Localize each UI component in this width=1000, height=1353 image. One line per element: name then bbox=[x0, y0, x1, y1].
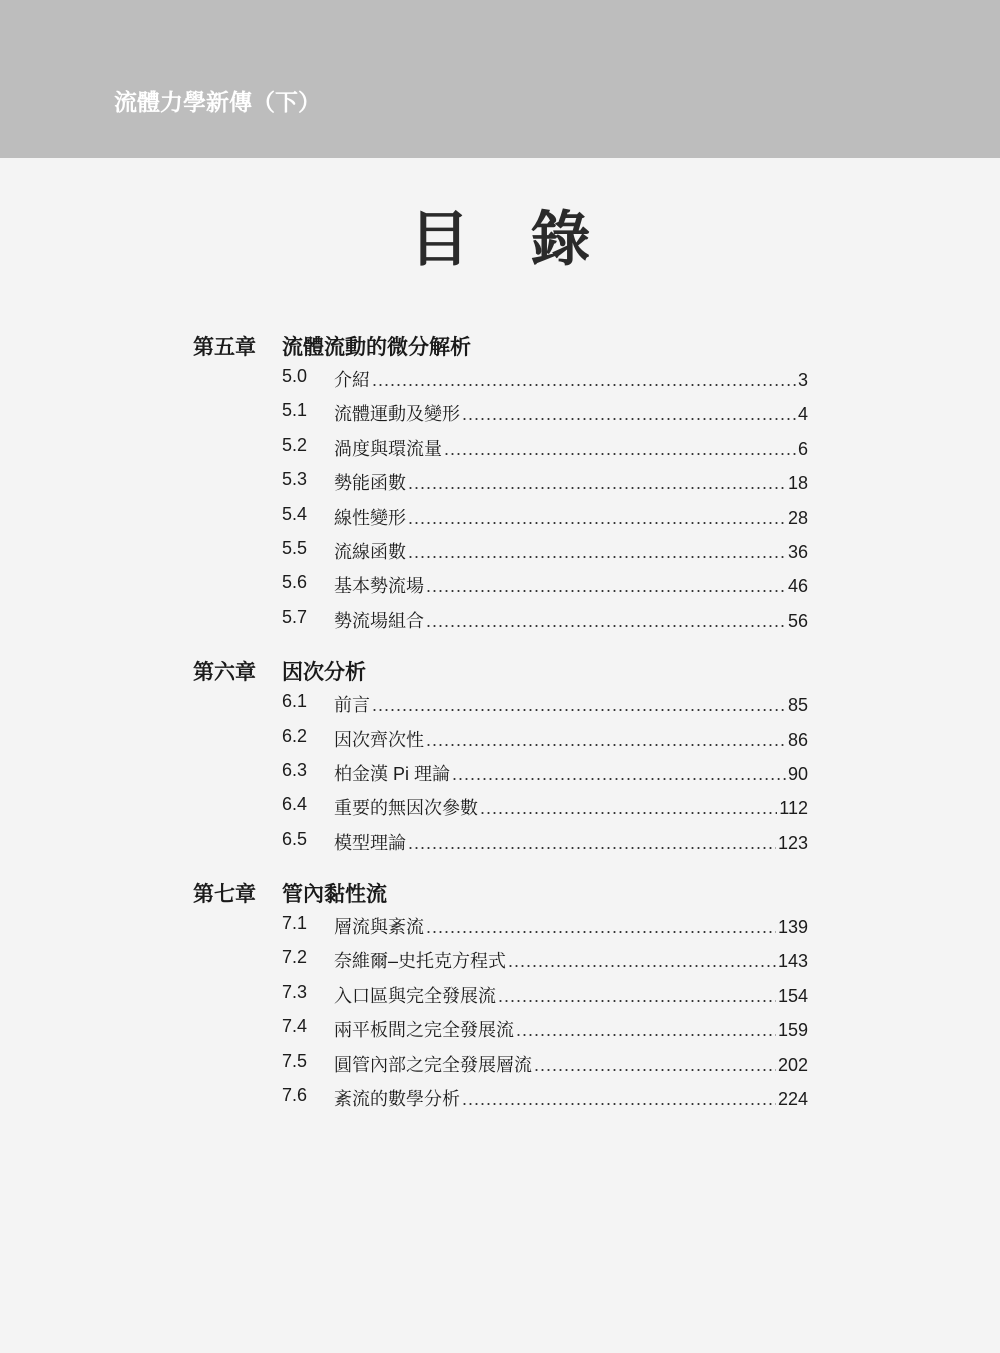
entry-title: 流線函數 bbox=[334, 541, 406, 562]
entry-page: 46 bbox=[787, 576, 808, 597]
toc-entry[interactable] bbox=[0, 393, 1000, 427]
dot-leader bbox=[534, 1055, 776, 1076]
chapter-name: 管內黏性流 bbox=[282, 881, 387, 907]
entry-title: 兩平板間之完全發展流 bbox=[334, 1020, 514, 1041]
entry-number: 5.4 bbox=[282, 503, 308, 524]
dot-leader bbox=[372, 370, 796, 391]
chapter-label: 第七章 bbox=[193, 881, 256, 907]
dot-leader bbox=[426, 611, 786, 632]
entry-number: 5.1 bbox=[282, 400, 308, 421]
dot-leader bbox=[508, 951, 776, 972]
entry-title: 勢流場組合 bbox=[334, 610, 424, 631]
entry-number: 7.3 bbox=[282, 981, 308, 1002]
entry-page: 18 bbox=[787, 473, 808, 494]
chapter-spacer bbox=[0, 634, 1000, 650]
entry-number: 6.5 bbox=[282, 828, 308, 849]
entry-page: 4 bbox=[797, 404, 808, 425]
book-title: 流體力學新傳（下） bbox=[114, 89, 321, 116]
dot-leader bbox=[452, 764, 786, 785]
toc-entry[interactable] bbox=[0, 1044, 1000, 1078]
entry-page: 36 bbox=[787, 541, 808, 562]
entry-title: 模型理論 bbox=[334, 832, 406, 853]
entry-page: 154 bbox=[777, 985, 808, 1006]
entry-number: 5.3 bbox=[282, 469, 308, 490]
entry-title: 流體運動及變形 bbox=[334, 404, 460, 425]
toc-entry[interactable] bbox=[0, 359, 1000, 393]
dot-leader bbox=[462, 404, 796, 425]
toc-entry[interactable] bbox=[0, 787, 1000, 821]
entry-title: 基本勢流場 bbox=[334, 576, 424, 597]
toc-entry[interactable] bbox=[0, 497, 1000, 531]
entry-title: 渦度與環流量 bbox=[334, 438, 442, 459]
entry-title: 柏金漢 Pi 理論 bbox=[334, 763, 451, 784]
dot-leader bbox=[372, 695, 786, 716]
toc-entry[interactable] bbox=[0, 462, 1000, 496]
entry-number: 5.2 bbox=[282, 434, 308, 455]
entry-page: 56 bbox=[787, 610, 808, 631]
toc-entry[interactable] bbox=[0, 684, 1000, 718]
entry-page: 202 bbox=[777, 1054, 808, 1075]
toc-entry[interactable] bbox=[0, 600, 1000, 634]
dot-leader bbox=[426, 917, 776, 938]
entry-page: 139 bbox=[777, 917, 808, 938]
chapter-label: 第五章 bbox=[193, 334, 256, 359]
toc-entry[interactable] bbox=[0, 1078, 1000, 1112]
dot-leader bbox=[426, 576, 786, 597]
entry-title: 紊流的數學分析 bbox=[334, 1089, 460, 1110]
entry-number: 6.1 bbox=[282, 691, 308, 712]
toc-entry[interactable] bbox=[0, 975, 1000, 1009]
entry-number: 6.3 bbox=[282, 759, 308, 780]
dot-leader bbox=[498, 986, 776, 1007]
dot-leader bbox=[444, 439, 796, 460]
dot-leader bbox=[408, 473, 786, 494]
chapter-entries bbox=[0, 359, 1000, 634]
chapter-entries bbox=[0, 906, 1000, 1112]
entry-page: 6 bbox=[797, 438, 808, 459]
header-band bbox=[0, 0, 1000, 158]
entry-number: 7.2 bbox=[282, 947, 308, 968]
entry-title: 入口區與完全發展流 bbox=[334, 985, 496, 1006]
entry-title: 重要的無因次參數 bbox=[334, 798, 478, 819]
toc-entry[interactable] bbox=[0, 565, 1000, 599]
toc-entry[interactable] bbox=[0, 719, 1000, 753]
entry-page: 112 bbox=[779, 798, 808, 819]
entry-page: 86 bbox=[787, 729, 808, 750]
toc-entry[interactable] bbox=[0, 906, 1000, 940]
entry-page: 3 bbox=[797, 370, 808, 390]
toc-entry[interactable] bbox=[0, 428, 1000, 462]
entry-title: 介紹 bbox=[334, 370, 370, 390]
entry-title: 前言 bbox=[334, 695, 370, 716]
chapter-heading[interactable] bbox=[0, 650, 1000, 684]
toc-entry[interactable] bbox=[0, 822, 1000, 856]
dot-leader bbox=[480, 798, 777, 819]
entry-number: 7.1 bbox=[282, 913, 308, 934]
entry-page: 123 bbox=[777, 832, 808, 853]
table-of-contents bbox=[0, 325, 1000, 1112]
dot-leader bbox=[426, 730, 786, 751]
entry-title: 因次齊次性 bbox=[334, 729, 424, 750]
dot-leader bbox=[462, 1089, 776, 1110]
entry-title: 奈維爾–史托克方程式 bbox=[334, 951, 507, 972]
entry-page: 90 bbox=[787, 763, 808, 784]
entry-title: 圓管內部之完全發展層流 bbox=[334, 1054, 532, 1075]
entry-page: 159 bbox=[777, 1020, 808, 1041]
entry-number: 5.6 bbox=[282, 572, 308, 593]
entry-number: 6.4 bbox=[282, 794, 308, 815]
chapter-heading[interactable] bbox=[0, 325, 1000, 359]
dot-leader bbox=[408, 508, 786, 529]
chapter-entries bbox=[0, 684, 1000, 856]
toc-entry[interactable] bbox=[0, 753, 1000, 787]
toc-entry[interactable] bbox=[0, 940, 1000, 974]
entry-page: 143 bbox=[777, 951, 808, 972]
dot-leader bbox=[408, 542, 786, 563]
toc-entry[interactable] bbox=[0, 1009, 1000, 1043]
entry-page: 224 bbox=[777, 1089, 808, 1110]
page-title: 目 錄 bbox=[409, 205, 611, 275]
entry-number: 7.6 bbox=[282, 1085, 308, 1106]
entry-number: 6.2 bbox=[282, 725, 308, 746]
chapter-name: 流體流動的微分解析 bbox=[282, 334, 471, 359]
entry-number: 5.7 bbox=[282, 606, 308, 627]
toc-entry[interactable] bbox=[0, 531, 1000, 565]
chapter-name: 因次分析 bbox=[282, 659, 366, 685]
entry-number: 5.0 bbox=[282, 366, 308, 386]
entry-page: 85 bbox=[787, 695, 808, 716]
entry-title: 層流與紊流 bbox=[334, 917, 424, 938]
entry-title: 勢能函數 bbox=[334, 473, 406, 494]
chapter-spacer bbox=[0, 856, 1000, 872]
entry-page: 28 bbox=[787, 507, 808, 528]
entry-number: 7.4 bbox=[282, 1016, 308, 1037]
chapter-heading[interactable] bbox=[0, 872, 1000, 906]
entry-title: 線性變形 bbox=[334, 507, 406, 528]
chapter-label: 第六章 bbox=[193, 659, 256, 685]
entry-number: 5.5 bbox=[282, 537, 308, 558]
dot-leader bbox=[516, 1020, 776, 1041]
dot-leader bbox=[408, 833, 776, 854]
entry-number: 7.5 bbox=[282, 1050, 308, 1071]
